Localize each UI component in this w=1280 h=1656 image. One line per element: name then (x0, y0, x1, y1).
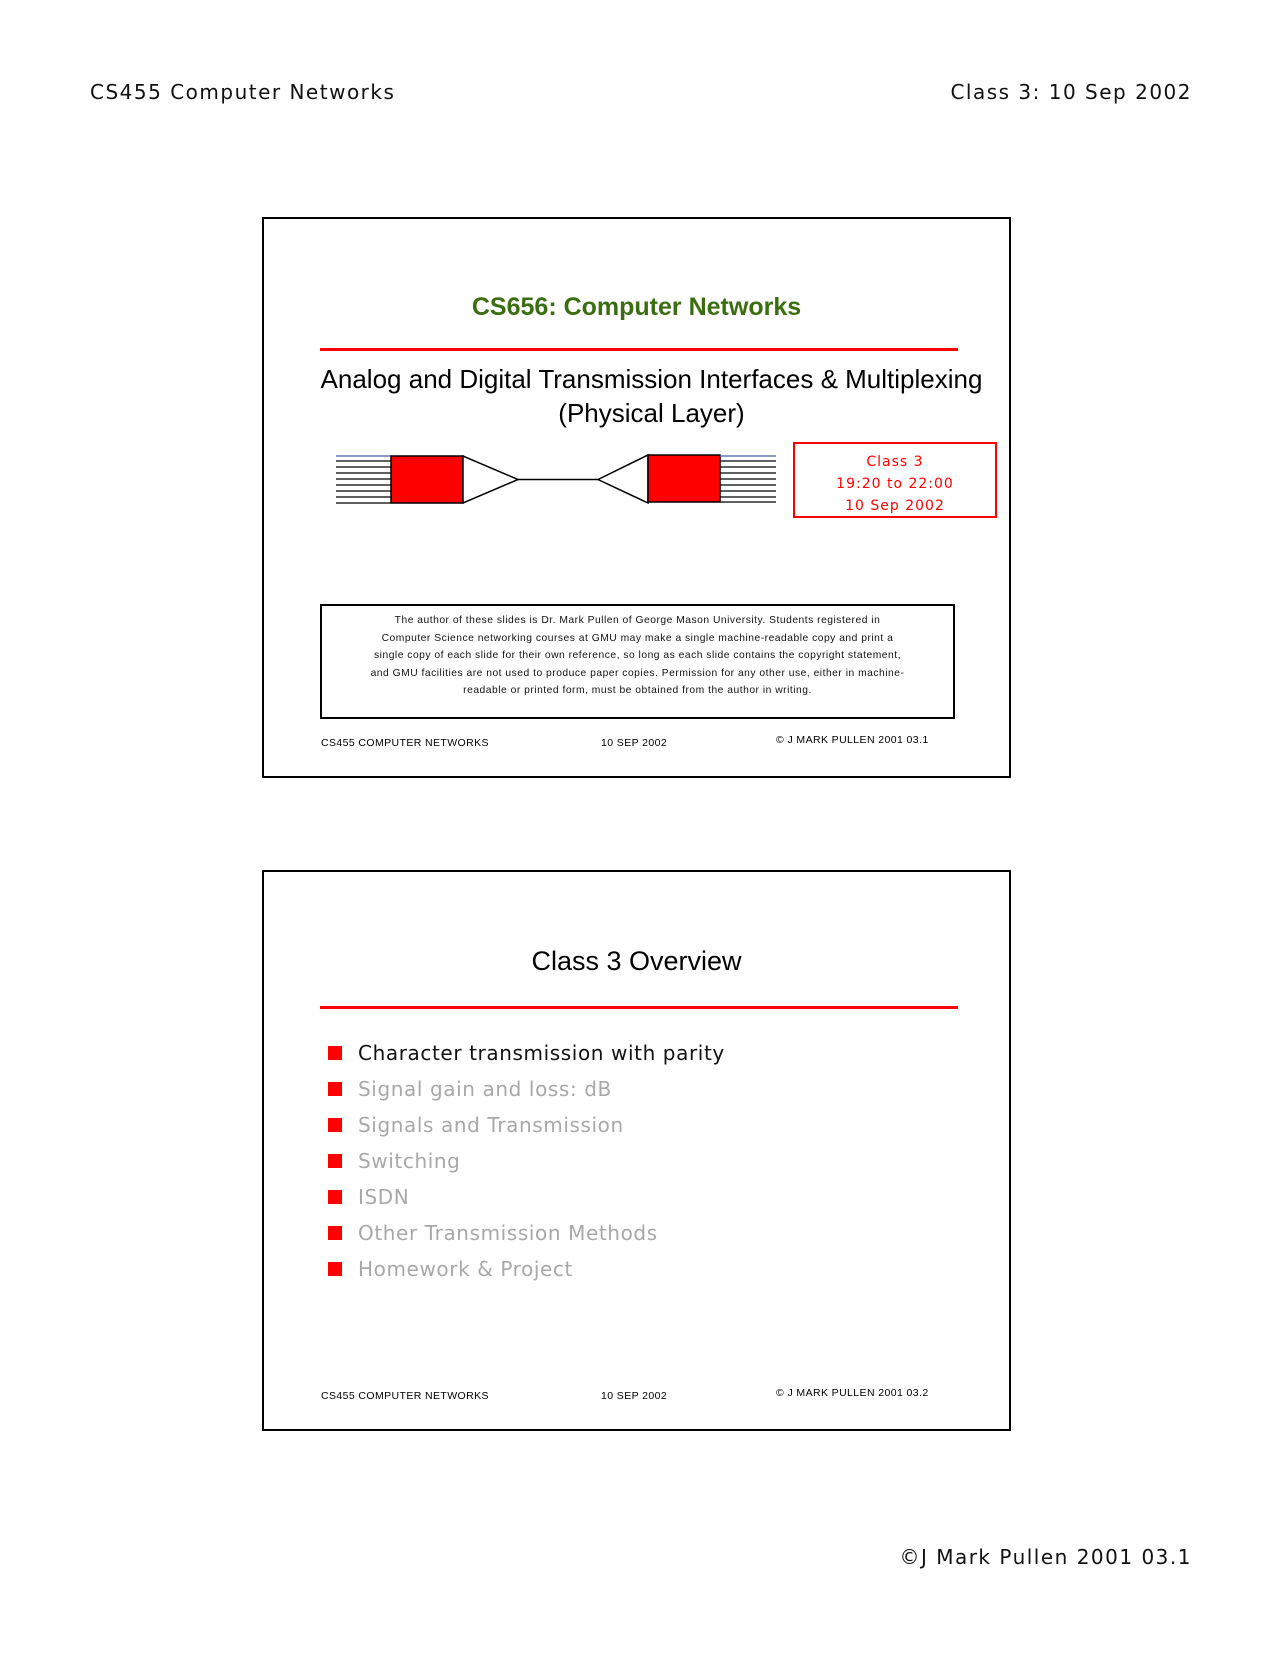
slide-1 (262, 217, 1011, 778)
copyright-line: The author of these slides is Dr. Mark Pullen of George Mason University. Students registered in (394, 615, 881, 626)
left-amplifier-triangle (463, 456, 518, 503)
copyright-line: readable or printed form, must be obtained from the author in writing. (463, 685, 812, 696)
bullet-square-icon (328, 1190, 342, 1204)
copyright-notice (320, 604, 955, 719)
slide-subtitle (304, 362, 999, 430)
left-multiplexer-block (391, 456, 463, 503)
title-divider (320, 1006, 958, 1009)
list-item (328, 1251, 725, 1287)
slide-2 (262, 870, 1011, 1431)
class-time: 19:20 to 22:00 (836, 476, 954, 492)
list-item (328, 1071, 725, 1107)
slide-footer-copyright: © J MARK PULLEN 2001 03.1 (776, 734, 929, 746)
list-item (328, 1179, 725, 1215)
right-demultiplexer-block (648, 455, 720, 502)
bullet-label: Signal gain and loss: dB (358, 1077, 612, 1101)
page-header-course: CS455 Computer Networks (90, 80, 396, 104)
slide-footer-course: CS455 COMPUTER NETWORKS (321, 737, 489, 749)
left-input-lines (336, 456, 391, 503)
right-output-lines (720, 456, 776, 502)
list-item (328, 1107, 725, 1143)
class-date: 10 Sep 2002 (845, 498, 945, 514)
bullet-square-icon (328, 1046, 342, 1060)
copyright-line: single copy of each slide for their own reference, so long as each slide contains the copyright statement, (374, 650, 901, 661)
page-footer-copyright: ©J Mark Pullen 2001 03.1 (899, 1545, 1192, 1569)
slide-title: CS656: Computer Networks (471, 293, 802, 321)
bullet-square-icon (328, 1082, 342, 1096)
copyright-line: and GMU facilities are not used to produce paper copies. Permission for any other use, either in machine- (370, 667, 905, 679)
copyright-line: Computer Science networking courses at GMU may make a single machine-readable copy and print a (381, 632, 894, 644)
bullet-square-icon (328, 1154, 342, 1168)
list-item (328, 1215, 725, 1251)
subtitle-line-1: Analog and Digital Transmission Interfaces & Multiplexing (320, 364, 983, 394)
subtitle-line-2: (Physical Layer) (558, 398, 745, 428)
multiplexer-diagram (336, 453, 786, 513)
bullet-square-icon (328, 1226, 342, 1240)
page-header-class-date: Class 3: 10 Sep 2002 (950, 80, 1192, 104)
right-amplifier-triangle (598, 455, 648, 503)
class-number: Class 3 (866, 454, 924, 470)
bullet-label: Homework & Project (358, 1257, 573, 1281)
slide-title: Class 3 Overview (531, 946, 742, 976)
slide-footer-date: 10 SEP 2002 (601, 1390, 668, 1402)
slide-footer-copyright: © J MARK PULLEN 2001 03.2 (776, 1387, 929, 1399)
bullet-label: Signals and Transmission (358, 1113, 624, 1137)
bullet-square-icon (328, 1262, 342, 1276)
list-item (328, 1143, 725, 1179)
title-divider (320, 348, 958, 351)
slide-footer-course: CS455 COMPUTER NETWORKS (321, 1390, 489, 1402)
list-item (328, 1035, 725, 1071)
bullet-label: ISDN (358, 1185, 410, 1209)
bullet-label: Character transmission with parity (358, 1041, 725, 1065)
overview-bullet-list (328, 1035, 725, 1287)
bullet-label: Switching (358, 1149, 461, 1173)
class-info-box (793, 442, 997, 518)
slide-footer-date: 10 SEP 2002 (601, 737, 668, 749)
bullet-square-icon (328, 1118, 342, 1132)
bullet-label: Other Transmission Methods (358, 1221, 658, 1245)
